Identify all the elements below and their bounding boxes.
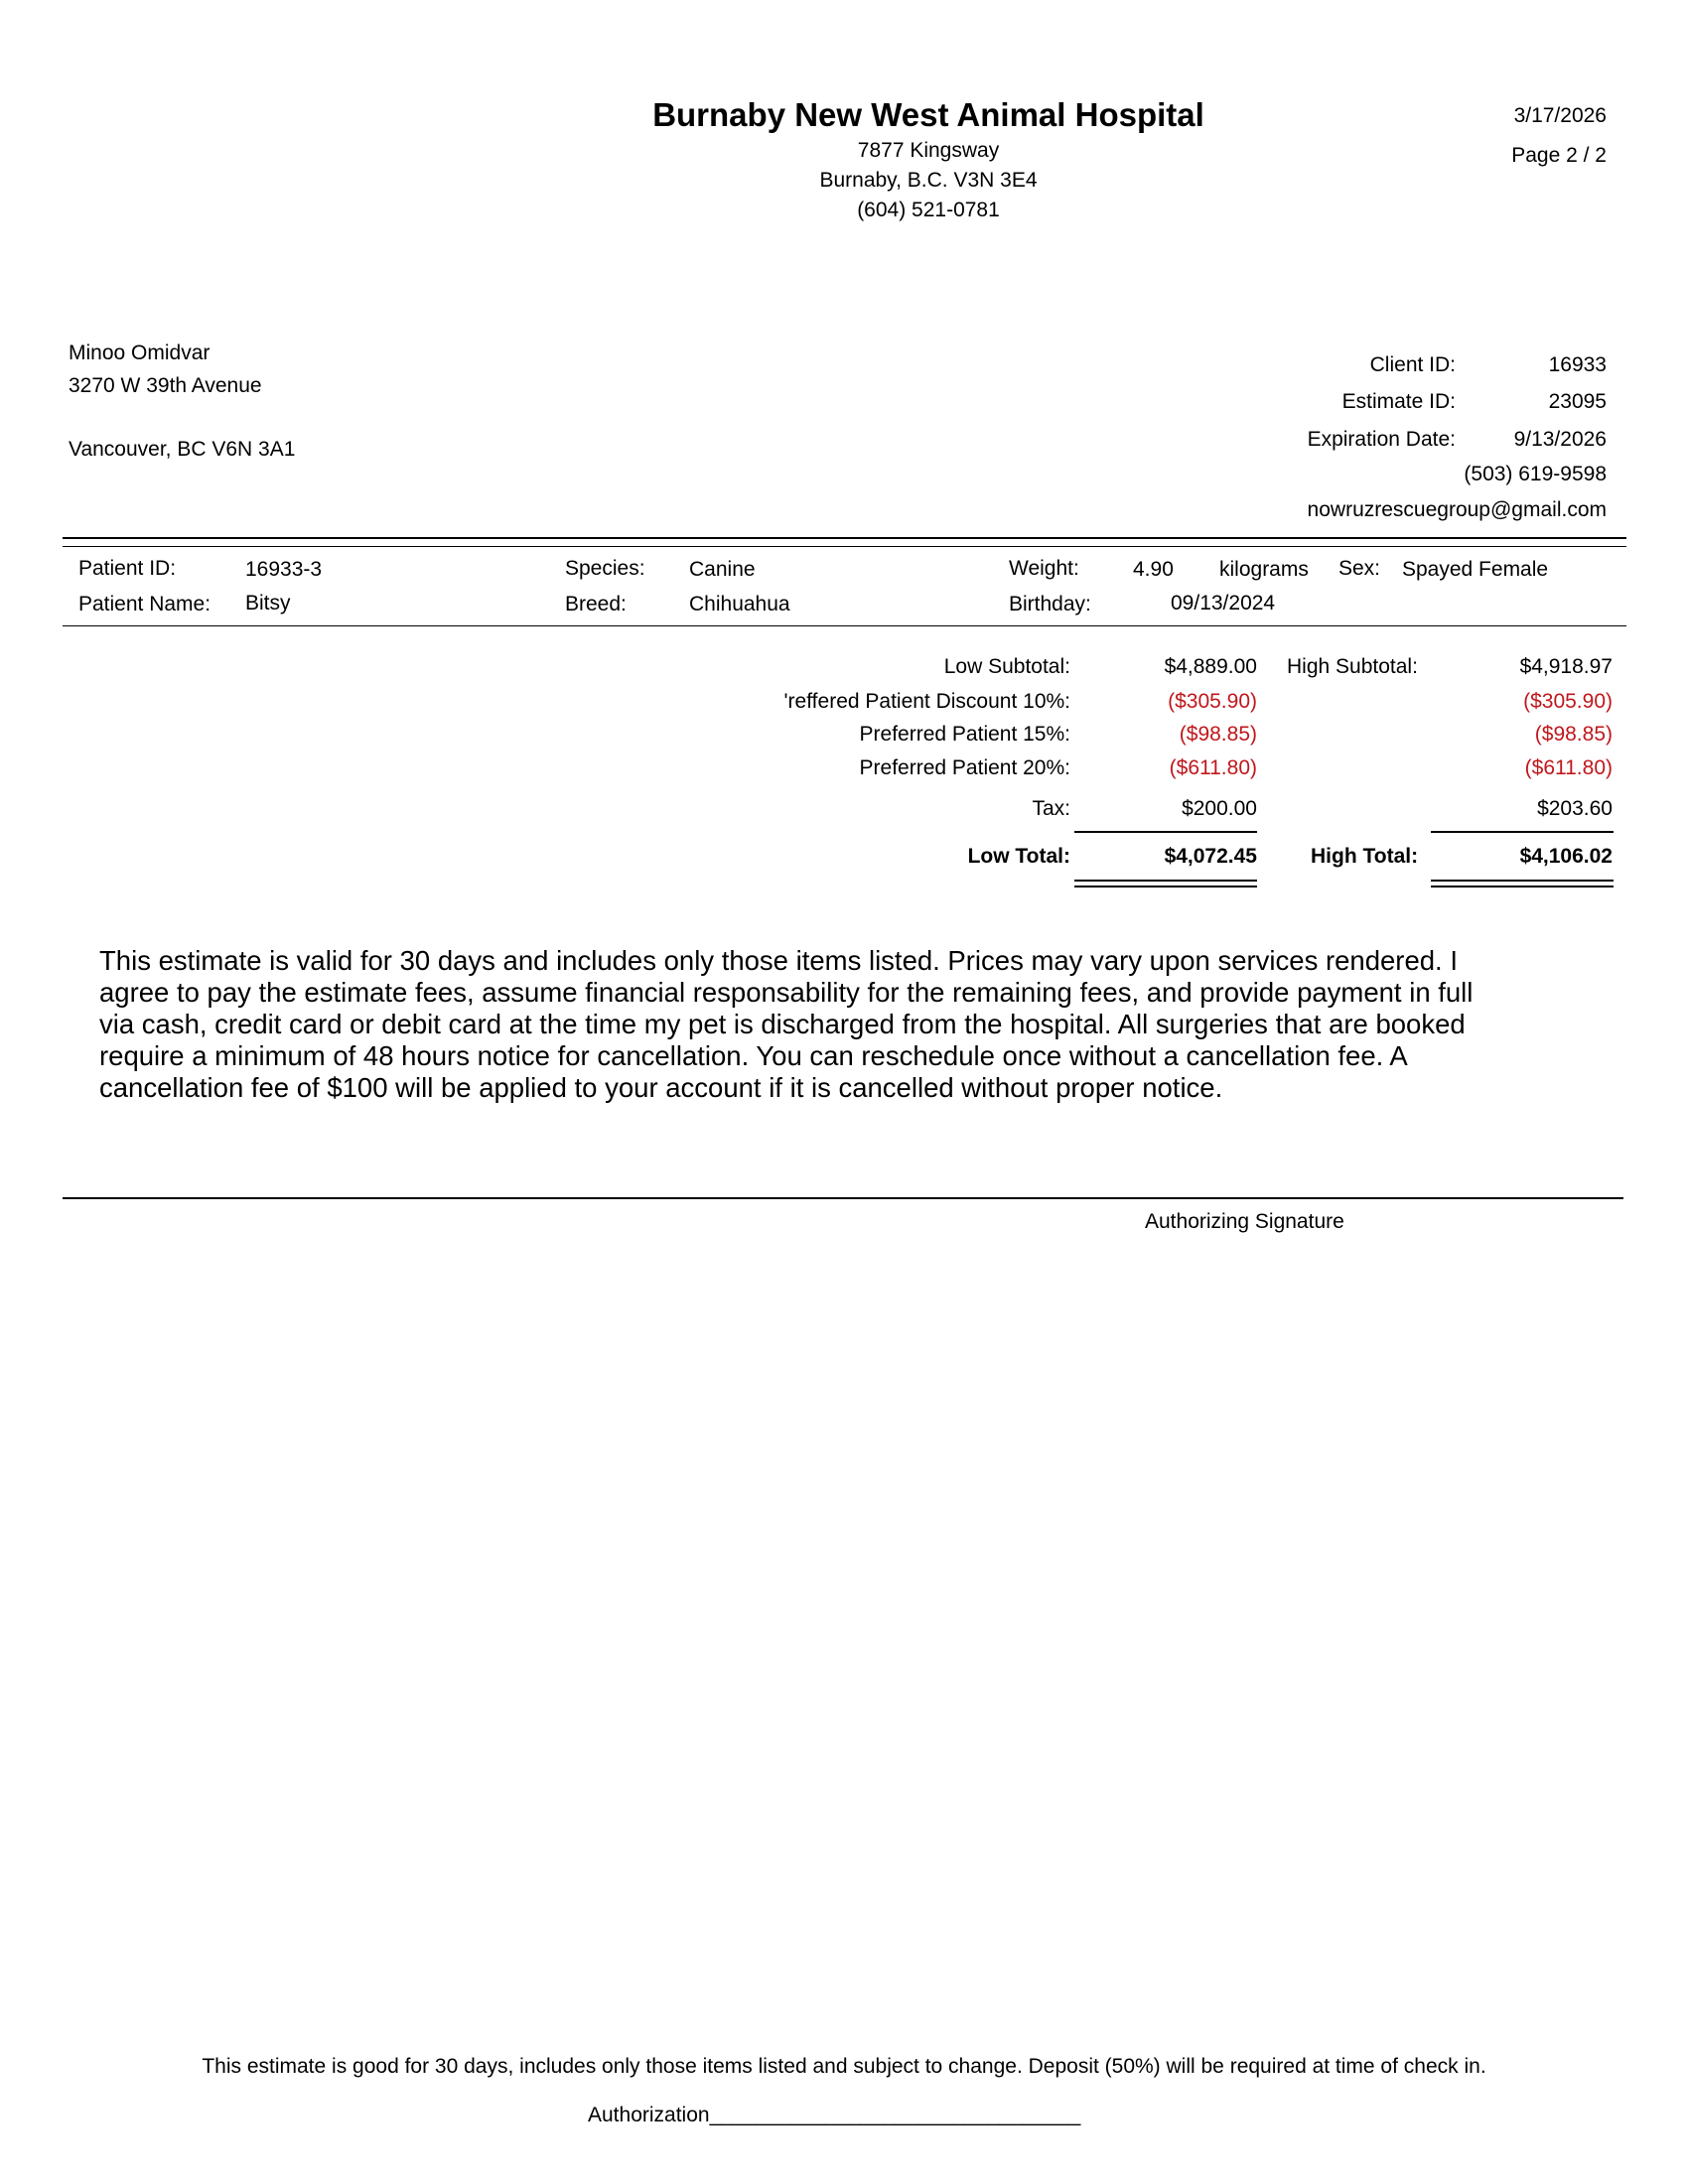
tax-high-value: $203.60 [1537,797,1613,820]
low-subtotal-label: Low Subtotal: [943,655,1070,678]
page-number: Page 2 / 2 [1511,144,1607,167]
signature-label: Authorizing Signature [1145,1210,1344,1233]
patient-id-label: Patient ID: [78,557,177,580]
sex-value: Spayed Female [1402,558,1549,581]
high-total-label: High Total: [1311,845,1419,868]
signature-line [63,1197,1623,1199]
patient-top-rule-inner [63,546,1626,547]
species-label: Species: [565,557,645,580]
client-street: 3270 W 39th Avenue [69,374,262,397]
patient-name-value: Bitsy [245,592,291,614]
client-id-label: Client ID: [1369,353,1456,376]
high-total-value: $4,106.02 [1519,845,1613,868]
low-total-underline-2 [1074,886,1257,887]
birthday-label: Birthday: [1009,593,1091,615]
birthday-value: 09/13/2024 [1171,592,1276,614]
high-subtotal-label: High Subtotal: [1287,655,1418,678]
sex-label: Sex: [1338,557,1381,580]
estimate-id-value: 23095 [1548,390,1607,413]
breed-label: Breed: [565,593,627,615]
client-id-value: 16933 [1548,353,1607,376]
species-value: Canine [689,558,756,581]
discount-label: 'reffered Patient Discount 10%: [783,690,1070,713]
discount-low-value: ($611.80) [1169,756,1257,779]
patient-bottom-rule [63,625,1626,626]
patient-top-rule [63,537,1626,539]
estimate-id-label: Estimate ID: [1341,390,1456,413]
footer-note: This estimate is good for 30 days, includes only those items listed and subject to change. Deposit (50%) will be required at time of check in. [202,2055,1486,2078]
hospital-phone: (604) 521-0781 [857,199,1000,221]
discount-low-value: ($98.85) [1179,723,1257,746]
high-total-underline-2 [1431,886,1614,887]
discount-high-value: ($611.80) [1524,756,1613,779]
low-total-label: Low Total: [967,845,1070,868]
high-total-underline [1431,880,1614,882]
discount-label: Preferred Patient 20%: [859,756,1070,779]
tax-low-value: $200.00 [1182,797,1257,820]
client-phone: (503) 619-9598 [1464,463,1607,485]
tax-label: Tax: [1032,797,1070,820]
weight-unit: kilograms [1219,558,1309,581]
high-subtotal-value: $4,918.97 [1519,655,1613,678]
weight-value: 4.90 [1133,558,1174,581]
expiration-value: 9/13/2026 [1513,428,1607,451]
discount-high-value: ($98.85) [1534,723,1613,746]
discount-high-value: ($305.90) [1523,690,1613,713]
weight-label: Weight: [1009,557,1079,580]
high-total-top-rule [1431,831,1614,833]
client-name: Minoo Omidvar [69,341,211,364]
low-total-top-rule [1074,831,1257,833]
low-subtotal-value: $4,889.00 [1164,655,1257,678]
expiration-label: Expiration Date: [1307,428,1456,451]
low-total-value: $4,072.45 [1164,845,1257,868]
low-total-underline [1074,880,1257,882]
patient-name-label: Patient Name: [78,593,211,615]
authorization-line: Authorization________________________________ [588,2104,1081,2126]
terms-paragraph: This estimate is valid for 30 days and includes only those items listed. Prices may vary upon services rendered. I agree to pay the estimate fees, assume financial responsability for the remaining fees, and provide payment in full via cash, credit card or debit card at the time my pet is discharged from the hospital. All surgeries that are booked require a minimum of 48 hours notice for cancellation. You can reschedule once without a cancellation fee. A cancellation fee of $100 will be applied to your account if it is cancelled without proper notice. [99,945,1474,1103]
hospital-address-line2: Burnaby, B.C. V3N 3E4 [819,169,1038,192]
breed-value: Chihuahua [689,593,790,615]
hospital-address-line1: 7877 Kingsway [857,139,1000,162]
discount-low-value: ($305.90) [1168,690,1257,713]
client-email: nowruzrescuegroup@gmail.com [1307,498,1607,521]
client-city: Vancouver, BC V6N 3A1 [69,438,296,461]
discount-label: Preferred Patient 15%: [859,723,1070,746]
hospital-name: Burnaby New West Animal Hospital [652,96,1204,133]
print-date: 3/17/2026 [1513,104,1607,127]
patient-id-value: 16933-3 [245,558,323,581]
